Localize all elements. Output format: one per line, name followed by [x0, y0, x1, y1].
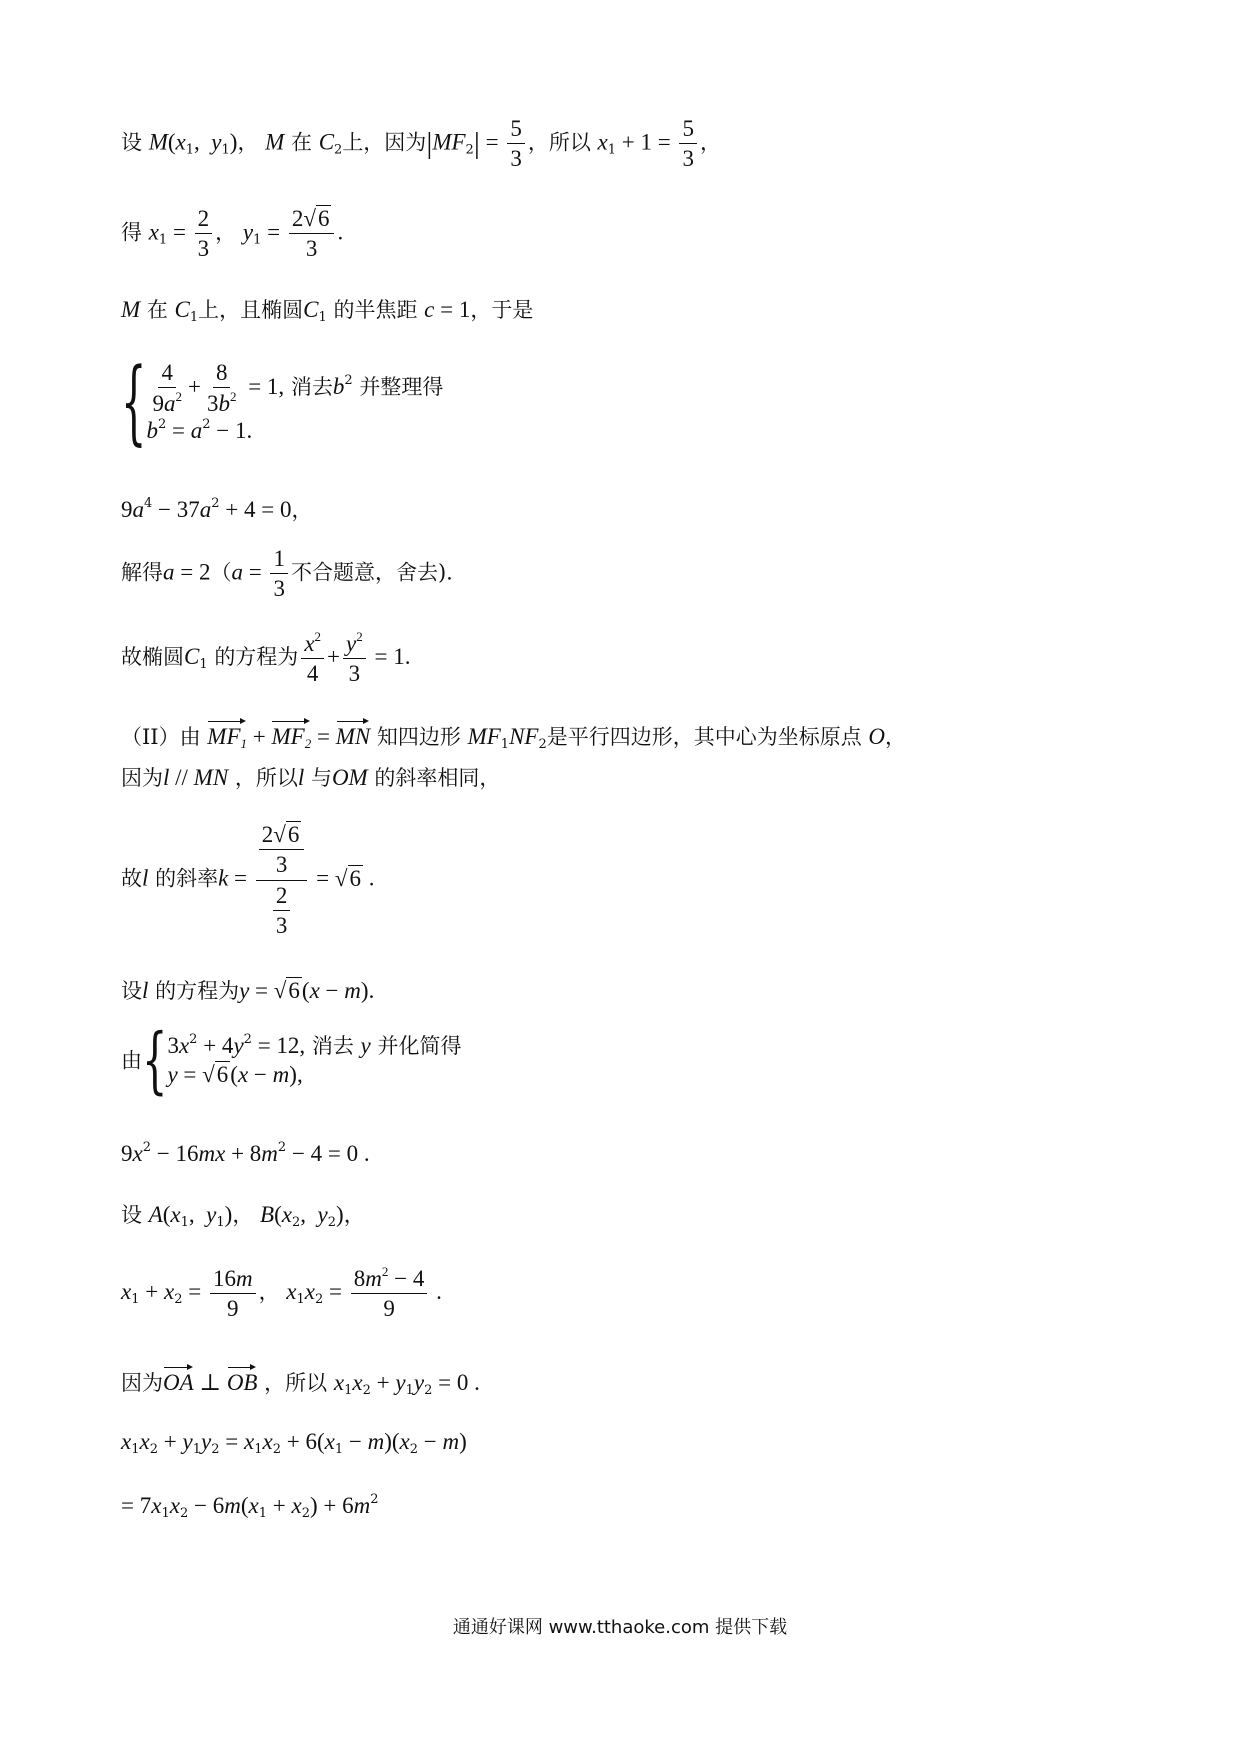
text: 设 [121, 979, 142, 1003]
text: 设 [121, 130, 142, 155]
line-5: $9a^4 - 37a^2 + 4 = 0$， [121, 496, 313, 522]
text: ，所以 [527, 130, 591, 155]
text: ， [215, 220, 237, 245]
text: ，所以 [234, 766, 298, 790]
line-6: 解得a = 2（a = $\frac{1}{3}$ 不合题意，舍去). [121, 546, 453, 602]
text: 的方程为 [214, 644, 299, 669]
text: ，所以 [264, 1371, 328, 1395]
text: 故椭圆 [121, 644, 184, 669]
text: （II）由 [121, 725, 201, 749]
line-15: $x_1 + x_2$ = $\frac{16m}{9}$ ， $x_1x_2$ = $\frac{8m^2 - 4}{9}$ . [121, 1264, 442, 1322]
text: 上，且椭圆 [198, 298, 304, 322]
text: 上，因为 [342, 130, 427, 155]
text: 的斜率 [155, 866, 219, 891]
line-2: 得 $x_1$ = $\frac{2}{3}$ ， $y_1$ = $\frac{2√6}{3}$ . [121, 206, 344, 262]
text: 故 [121, 866, 142, 891]
text: 在 [291, 130, 312, 155]
line-7: 故椭圆$C_1$ 的方程为 $\frac{x^2}{4}$ + $\frac{y^2}{3}$ = 1. [121, 629, 411, 687]
text: 消去 [290, 374, 333, 399]
text: 的方程为 [155, 979, 240, 1003]
text: 在 [146, 298, 168, 322]
text: 由 [121, 1048, 142, 1073]
line-13: $9x^2 - 16mx + 8m^2 - 4 = 0$ . [121, 1140, 370, 1166]
text: 消去 [311, 1034, 354, 1058]
line-11: 设l 的方程为y = √6(x − m). [121, 978, 375, 1003]
text: 因为 [121, 766, 163, 790]
text: 不合题意，舍去). [290, 560, 453, 585]
line-14: 设 $A(x_1$, $y_1$)， $B(x_2$, $y_2$)， [121, 1202, 365, 1230]
line-17: $x_1x_2 + y_1y_2 = x_1x_2 + 6(x_1 - m)(x_2 - m)$ [121, 1429, 467, 1457]
line-9: 因为l // MN ，所以l 与OM 的斜率相同， [121, 765, 501, 790]
text: （ [210, 560, 232, 585]
text: 并化简得 [377, 1034, 462, 1058]
footer-text: 通通好课网 www.tthaoke.com 提供下载 [452, 1617, 788, 1638]
line-10: 故l 的斜率k = $\frac{\frac{2√6}{3}}{\frac{2}{3}}$ = √6 . [121, 822, 375, 938]
line-18: = $7x_1x_2 - 6m(x_1 + x_2) + 6m^2$ [121, 1492, 379, 1521]
text: 设 [121, 1203, 142, 1227]
line-4: { $\frac{4}{9a^2}$ + $\frac{8}{3b^2}$ = 1, 消去$b^2$ 并整理得 $b^2 = a^2 - 1$. [121, 349, 444, 456]
text: 的斜率相同， [374, 766, 501, 790]
text: 并整理得 [359, 374, 444, 399]
text: 得 [121, 220, 142, 245]
text: 知四边形 [376, 725, 461, 749]
text: ， [699, 130, 721, 155]
text: 与 [310, 766, 332, 790]
line-12: 由{ $3x^2 + 4y^2 = 12$, 消去 y 并化简得 y = √6(x − m), [121, 1019, 462, 1103]
line-1: 设 $M(x_1$, $y_1$)， M 在 $C_2$上，因为$|MF_2|$ = $\frac{5}{3}$ ，所以 $x_1 + 1$ = $\frac{5}{3}$ ， [121, 116, 721, 172]
text: 解得 [121, 560, 163, 585]
line-8: （II）由 $MF_1 + MF_2$ = MN 知四边形 $MF_1NF_2$是平行四边形，其中心为坐标原点 O， [121, 719, 906, 751]
text: 的半焦距 [333, 298, 418, 322]
text: 是平行四边形，其中心为坐标原点 [546, 725, 862, 749]
line-3: M 在 $C_1$上，且椭圆$C_1$ 的半焦距 c = 1，于是 [121, 297, 534, 325]
line-16: 因为OA ⊥ OB ，所以 $x_1x_2 + y_1y_2 = 0$ . [121, 1365, 480, 1397]
text: 因为 [121, 1371, 163, 1395]
text: ，于是 [470, 298, 534, 322]
